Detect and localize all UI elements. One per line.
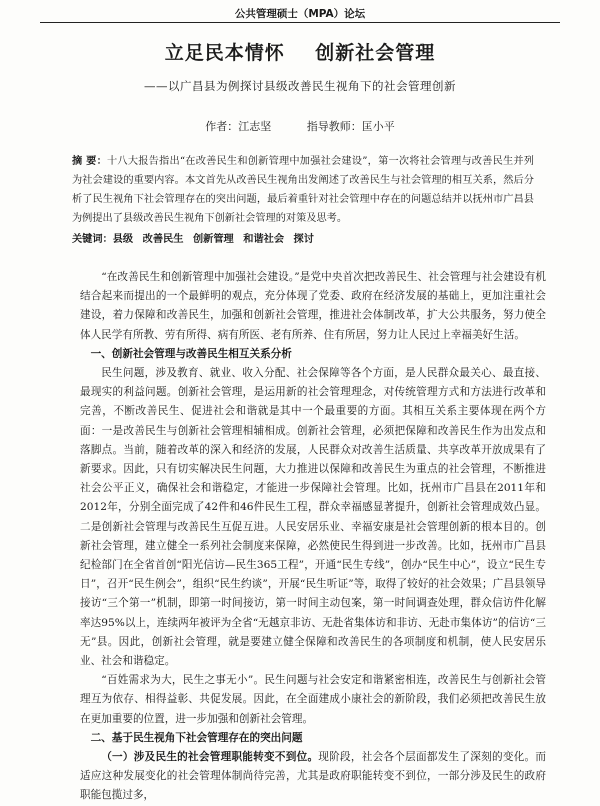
- abstract: [72, 152, 534, 228]
- keywords-label: 关键词：: [72, 234, 113, 245]
- subsection-text: 现阶段，社会各个层面都发生了深刻的变化。而适应这种发展变化的社会管理体制尚待完善，尤其是政府职能转变不到位，一部分涉及民生的政府职能包揽过多，: [80, 751, 546, 802]
- section-1-paragraph: 民生问题，涉及教育、就业、收入分配、社会保障等各个方面，是人民群众最关心、最直接、最现实的利益问题。创新社会管理，是运用新的社会管理理念，对传统管理方式和方法进行改革和完善，不断改善民生、促进社会和谐就是其中一个最重要的方面。其相互关系主要体现在两个方面：一是改善民生与创新社会管理相辅相成。创新社会管理，必须把保障和改善民生作为出发点和落脚点。当前，随着改革的深入和经济的发展，人民群众对改善生活质量、共享改革开放成果有了新要求。因此，只有切实解决民生问题，大力推进以保障和改善民生为重点的社会管理，不断推进社会公平正义，确保社会和谐稳定，才能进一步保障社会管理。比如，抚州市广昌县在2011年和2012年，分别全面完成了42件和46件民生工程，群众幸福感显著提升，创新社会管理成效凸显。二是创新社会管理与改善民生互促互进。人民安居乐业、幸福安康是社会管理创新的根本目的。创新社会管理，建立健全一系列社会制度来保障，必然使民生得到进一步改善。比如，抚州市广昌县纪检部门在全省首创“阳光信访—民生365工程”，开通“民生专线”，创办“民生中心”，设立“民生专日”，召开“民生例会”，组织“民生约谈”，开展“民生听证”等，取得了较好的社会效果；广昌县领导接访“三个第一”机制，即第一时间接访，第一时间主动包案，第一时间调查处理，群众信访件化解率达95%以上，连续两年被评为全省“无越京非访、无赴省集体访和非访、无赴市集体访”的信访“三无”县。因此，创新社会管理，就是要建立健全保障和改善民生的各项制度和机制，使人民安居乐业、社会和谐稳定。: [80, 367, 546, 668]
- subsection-heading: （一）涉及民生的社会管理职能转变不到位。: [101, 751, 319, 764]
- keywords-items: 县级 改善民生 创新管理 和谐社会 探讨: [112, 234, 314, 245]
- abstract-label: 摘 要：: [72, 156, 107, 167]
- header-rule: [40, 22, 560, 23]
- authors: [0, 118, 600, 134]
- subtitle: ——以广昌县为例探讨县级改善民生视角下的社会管理创新: [144, 79, 456, 93]
- section-1-paragraph-2: “百姓需求为大，民生之事无小”。民生问题与社会安定和谐紧密相连，改善民生与创新社会管理互为依存、相得益彰、共促发展。因此，在全面建成小康社会的新阶段，我们必须把改善民生放在更加重要的位置，进一步加强和创新社会管理。: [80, 674, 546, 725]
- section-heading-1: 一、创新社会管理与改善民生相互关系分析: [90, 347, 292, 360]
- running-header: 公共管理硕士（MPA）论坛: [234, 8, 366, 20]
- keywords: [72, 230, 534, 245]
- author-name: 作者：江志坚: [205, 120, 272, 133]
- page-title: 立足民本情怀 创新社会管理: [164, 42, 436, 64]
- article-body: [80, 268, 546, 806]
- advisor-name: 指导教师：匡小平: [306, 120, 395, 133]
- intro-paragraph: “在改善民生和创新管理中加强社会建设。”是党中央首次把改善民生、社会管理与社会建设有机结合起来而提出的一个最鲜明的观点，充分体现了党委、政府在经济发展的基础上，更加注重社会建设，着力保障和改善民生，加强和创新社会管理，推进社会体制改革，扩大公共服务，努力使全体人民学有所教、劳有所得、病有所医、老有所养、住有所居，努力让人民过上幸福美好生活。: [80, 271, 546, 341]
- section-heading-2: 二、基于民生视角下社会管理存在的突出问题: [90, 731, 303, 744]
- abstract-text: 十八大报告指出“在改善民生和创新管理中加强社会建设”，第一次将社会管理与改善民生并列为社会建设的重要内容。本文首先从改善民生视角出发阐述了改善民生与社会管理的相互关系，然后分析了民生视角下社会管理存在的突出问题，最后着重针对社会管理中存在的问题总结并以抚州市广昌县为例提出了县级改善民生视角下创新社会管理的对策及思考。: [72, 156, 534, 224]
